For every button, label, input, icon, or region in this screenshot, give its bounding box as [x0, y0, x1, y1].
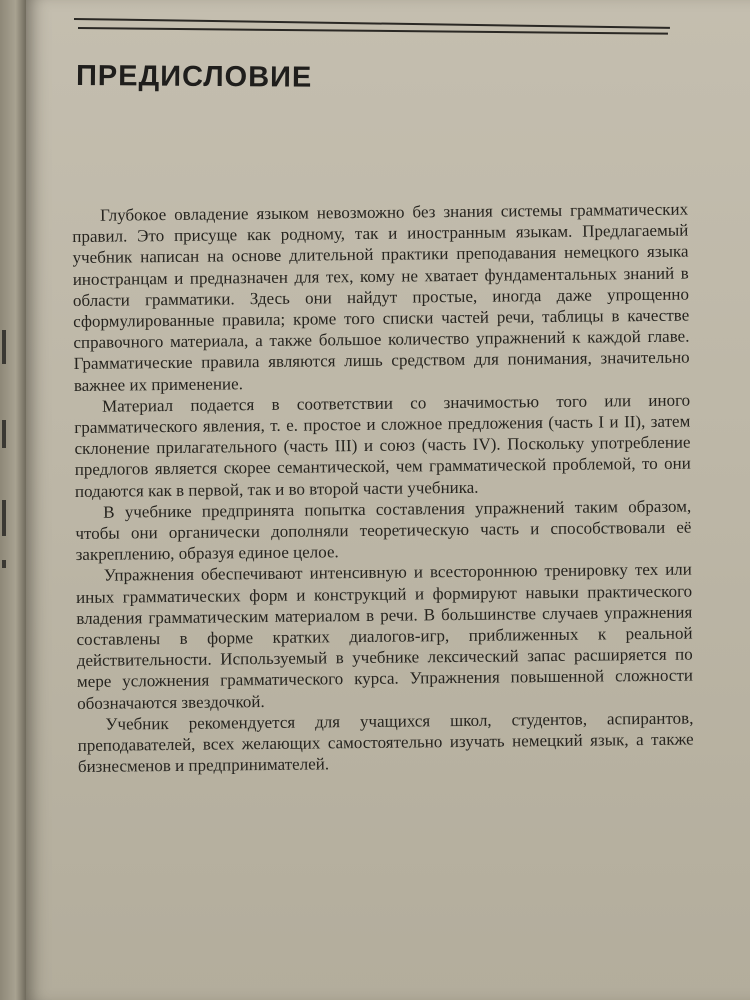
- header-rule-bottom: [78, 27, 668, 35]
- adjacent-page-mark: [2, 420, 6, 448]
- paragraph: Упражнения обеспечивают интенсивную и всестороннюю тренировку тех или иных грамматических форм и конструкций и формируют навыки практического владения грамматическим материалом в речи. В большинстве случаев упражнения составлены в форме кратких диалогов-игр, приближенных к реальной действительности. Используемый в учебнике лексический запас расширяется по мере усложнения грамматического курса. Упражнения повышенной сложности обозначаются звездочкой.: [76, 559, 694, 713]
- paragraph: Материал подается в соответствии со значимостью того или иного грамматического явления, т. е. простое и сложное предложения (часть I и II), затем склонение прилагательного (часть III) и союз (часть IV). Поскольку употребление предлогов является скорее семантической, чем грамматической проблемой, то они подаются как в первой, так и во второй части учебника.: [74, 390, 691, 501]
- adjacent-page-mark: [2, 330, 6, 364]
- adjacent-page-mark: [2, 500, 6, 536]
- paragraph: Учебник рекомендуется для учащихся школ, студентов, аспирантов, преподавателей, всех желающих самостоятельно изучать немецкий язык, а также бизнесменов и предпринимателей.: [77, 708, 694, 777]
- adjacent-page-mark: [2, 560, 6, 568]
- adjacent-page-edge: [0, 0, 26, 1000]
- paragraph: В учебнике предпринята попытка составления упражнений таким образом, чтобы они органически дополняли теоретическую часть и способствовали её закреплению, образуя единое целое.: [75, 496, 692, 565]
- book-page: [26, 0, 750, 1000]
- page-title: ПРЕДИСЛОВИЕ: [75, 60, 313, 94]
- body-text: [72, 199, 694, 778]
- paragraph: Глубокое овладение языком невозможно без знания системы грамматических правил. Это присуще как родному, так и иностранным языкам. Предлагаемый учебник написан на основе длительной практики преподавания немецкого языка иностранцам и предназначен для тех, кому не хватает фундаментальных знаний в области грамматики. Здесь они найдут простые, иногда даже упрощенно сформулированные правила; кроме того списки частей речи, таблицы в качестве справочного материала, а также большое количество упражнений к каждой главе. Грамматические правила являются лишь средством для понимания, значительно важнее их применение.: [72, 199, 690, 395]
